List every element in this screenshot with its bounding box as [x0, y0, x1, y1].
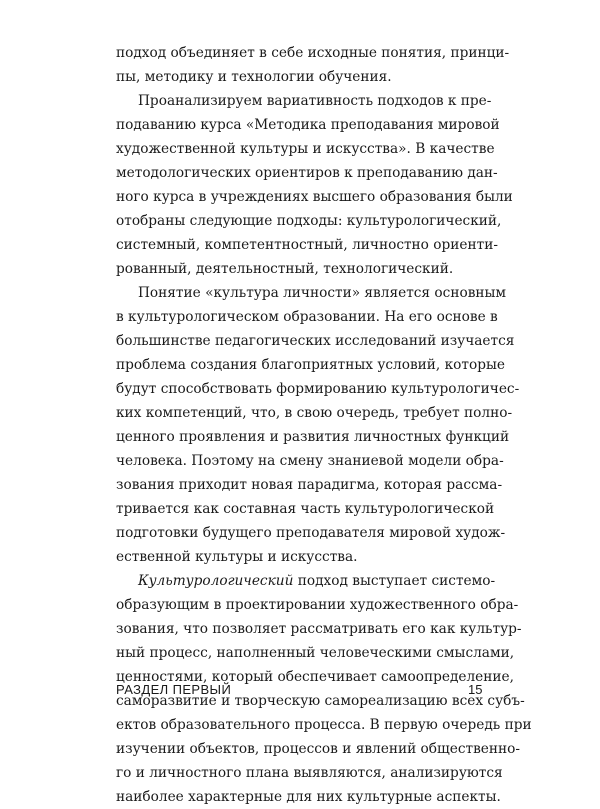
text-line: подход объединяет в себе исходные понятия, принци-: [116, 45, 510, 61]
text-line: ный процесс, наполненный человеческими смыслами,: [116, 645, 515, 661]
text-line: изучении объектов, процессов и явлений общественно-: [116, 741, 521, 757]
text-line: зования, что позволяет рассматривать его как культур-: [116, 621, 522, 637]
text-line: Проанализируем вариативность подходов к пре-: [138, 93, 492, 109]
text-line: рованный, деятельностный, технологический.: [116, 261, 454, 277]
text-line: отобраны следующие подходы: культурологический,: [116, 213, 502, 229]
text-line: будут способствовать формированию культурологичес-: [116, 381, 520, 397]
text-line: ценного проявления и развития личностных функций: [116, 429, 510, 445]
text-line: системный, компетентностный, личностно ориенти-: [116, 237, 498, 253]
page-number: 15: [468, 682, 483, 697]
text-line: наиболее характерные для них культурные аспекты.: [116, 789, 501, 805]
text-line: методологических ориентиров к преподаванию дан-: [116, 165, 498, 181]
text-line: Понятие «культура личности» является основным: [138, 285, 507, 301]
text-line: проблема создания благоприятных условий, которые: [116, 357, 505, 373]
text-line: зования приходит новая парадигма, которая рассма-: [116, 477, 503, 493]
running-footer-section: РАЗДЕЛ ПЕРВЫЙ: [116, 682, 232, 697]
emphasized-term: Культурологический: [138, 573, 294, 589]
text-line: большинстве педагогических исследований изучается: [116, 333, 515, 349]
text-line: го и личностного плана выявляются, анализируются: [116, 765, 503, 781]
text-line: пы, методику и технологии обучения.: [116, 69, 392, 85]
text-line: в культурологическом образовании. На его основе в: [116, 309, 498, 325]
text-line: тривается как составная часть культурологической: [116, 501, 495, 517]
line-text: подход выступает системо-: [293, 573, 496, 589]
text-line: художественной культуры и искусства». В качестве: [116, 141, 495, 157]
text-line: ких компетенций, что, в свою очередь, требует полно-: [116, 405, 513, 421]
text-line: ектов образовательного процесса. В первую очередь при: [116, 717, 532, 733]
text-line: [116, 569, 496, 593]
text-line: саморазвитие и творческую самореализацию всех субъ-: [116, 693, 525, 709]
text-line: подаванию курса «Методика преподавания мировой: [116, 117, 500, 133]
text-line: ественной культуры и искусства.: [116, 549, 358, 565]
text-line: подготовки будущего преподавателя мировой худож-: [116, 525, 506, 541]
text-line: человека. Поэтому на смену знаниевой модели обра-: [116, 453, 504, 469]
text-line: образующим в проектировании художественного обра-: [116, 597, 519, 613]
text-line: ного курса в учреждениях высшего образования были: [116, 189, 513, 205]
text-line: ценностями, который обеспечивает самоопределение,: [116, 669, 514, 685]
